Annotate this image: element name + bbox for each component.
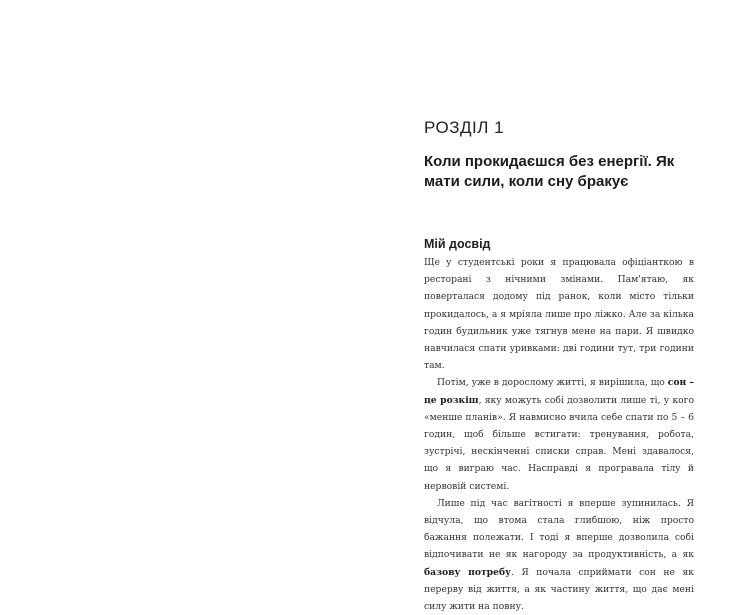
paragraph-3-before: Лише під час вагітності я вперше зупинилась. Я відчула, що втома стала глибшою, ніж просто бажання полежати. І тоді я вперше дозволила собі відпочивати не як нагороду за продуктивність, а як xyxy=(424,497,694,561)
paragraph-3-emphasis: базову потребу xyxy=(424,566,511,578)
paragraph-2-after: , яку можуть собі дозволити лише ті, у кого «менше планів». Я навмисно вчила себе спати по 5 – 6 годин, щоб більше встигати: тренування, робота, зустрічі, нескінченні списки справ. Мені здавалося, що я виграю час. Насправді я програвала тілу й нервовій системі. xyxy=(424,394,695,492)
paragraph-1-text: Ще у студентські роки я працювала офіціанткою в ресторані з нічними змінами. Пам'ятаю, як поверталася додому під ранок, коли місто тільки прокидалось, а я мріяла лише про ліжко. Але за кілька годин будильник уже тягнув мене на пари. Я швидко навчилася спати уривками: дві години тут, три години там. xyxy=(424,257,694,372)
paragraph-1 xyxy=(424,254,694,374)
right-page xyxy=(424,118,695,613)
body-text xyxy=(424,254,694,615)
paragraph-2-before: Потім, уже в дорослому житті, я вирішила, що xyxy=(437,377,668,389)
chapter-title: Коли прокидаєшся без енергії. Як мати сили, коли сну бракує xyxy=(424,153,675,190)
paragraph-3 xyxy=(424,495,694,615)
paragraph-2 xyxy=(424,374,694,494)
section-heading: Мій досвід xyxy=(424,237,491,251)
chapter-label: РОЗДІЛ 1 xyxy=(424,118,505,137)
paragraph-2-emphasis: сон – це розкіш xyxy=(424,377,694,406)
paragraph-3-after: . Я почала сприймати сон не як перерву від життя, а як частину життя, що дає мені силу жити на повну. xyxy=(424,566,694,613)
